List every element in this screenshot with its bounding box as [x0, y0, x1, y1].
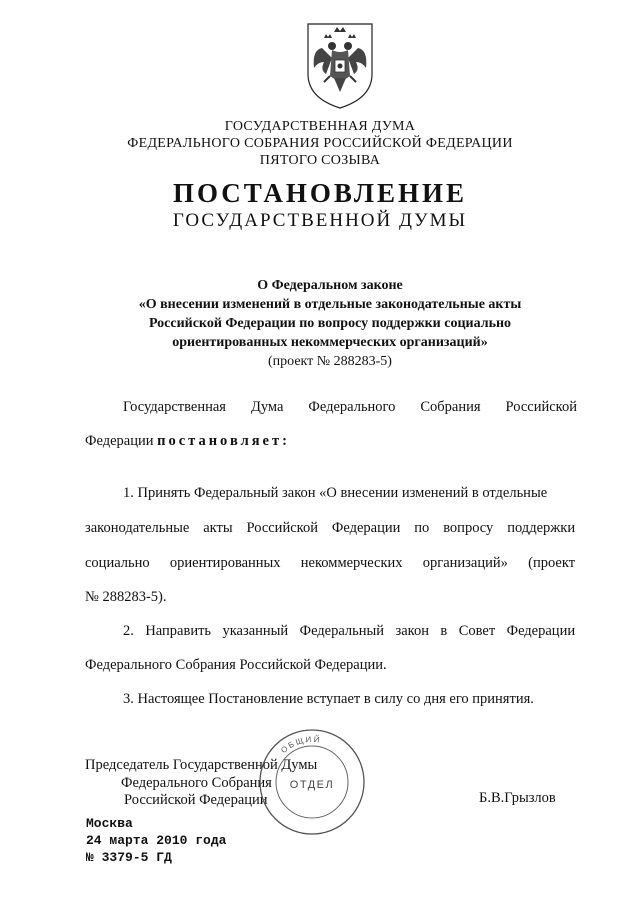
word: Дума — [250, 399, 284, 415]
word: Государственная — [123, 399, 226, 415]
item-1-line-4: № 288283-5). — [85, 589, 167, 605]
russian-coat-of-arms-icon — [300, 18, 380, 112]
word: вопросу — [443, 520, 494, 536]
word: закон — [395, 623, 429, 639]
subject-line-4: ориентированных некоммерческих организаций» — [172, 335, 488, 350]
word: в — [440, 623, 448, 639]
resolves-verb: постановляет: — [157, 433, 290, 449]
word: Федерации — [331, 520, 401, 536]
word: социально — [85, 555, 150, 571]
word: организаций» — [422, 555, 508, 571]
subject-line-3: Российской Федерации по вопросу поддержки социально — [148, 316, 512, 331]
word: Российской — [246, 520, 318, 536]
word: Российской — [505, 399, 577, 415]
header-line-3: ПЯТОГО СОЗЫВА — [259, 153, 381, 168]
document-subtitle: ГОСУДАРСТВЕННОЙ ДУМЫ — [172, 210, 468, 231]
item-2-line-1 — [123, 623, 575, 640]
preamble-line-2 — [85, 433, 290, 450]
header-line-1: ГОСУДАРСТВЕННАЯ ДУМА — [224, 119, 416, 134]
item-1-line-3 — [85, 555, 575, 572]
item-2-line-2: Федерального Собрания Российской Федерации. — [85, 657, 387, 673]
signatory-role-line-3: Российской Федерации — [124, 792, 268, 808]
issue-date: 24 марта 2010 года — [86, 833, 227, 848]
word: законодательные — [85, 520, 190, 536]
word: Федерации — [85, 433, 154, 449]
signatory-role-line-2: Федерального Собрания — [121, 775, 272, 791]
item-1-line-2 — [85, 520, 575, 537]
signatory-name: Б.В.Грызлов — [479, 790, 556, 806]
word: указанный — [222, 623, 289, 639]
word: Федеральный — [299, 623, 385, 639]
word: Федерального — [308, 399, 396, 415]
word: Собрания — [420, 399, 481, 415]
preamble-line-1 — [123, 399, 577, 416]
word: ориентированных — [169, 555, 281, 571]
word: поддержки — [507, 520, 576, 536]
stamp-ring-text: ОБЩИЙ — [279, 734, 322, 756]
word: некоммерческих — [300, 555, 403, 571]
header-line-2: ФЕДЕРАЛЬНОГО СОБРАНИЯ РОССИЙСКОЙ ФЕДЕРАЦИИ — [127, 136, 513, 151]
official-stamp-icon — [252, 722, 372, 842]
issue-city: Москва — [86, 816, 133, 831]
stamp-center-text: ОТДЕЛ — [289, 779, 335, 791]
signatory-role-line-1: Председатель Государственной Думы — [85, 757, 318, 773]
issuer-header — [0, 118, 640, 169]
document-number: № 3379-5 ГД — [86, 850, 172, 865]
word: акты — [203, 520, 233, 536]
word: по — [414, 520, 430, 536]
document-title: ПОСТАНОВЛЕНИЕ — [172, 178, 468, 208]
project-number: (проект № 288283-5) — [268, 354, 392, 369]
word: Направить — [145, 623, 212, 639]
subject-line-1: О Федеральном законе — [257, 278, 403, 293]
item-3-line-1: 3. Настоящее Постановление вступает в силу со дня его принятия. — [123, 691, 534, 707]
item-1-line-1: 1. Принять Федеральный закон «О внесении изменений в отдельные — [123, 485, 548, 501]
word: Федерации — [506, 623, 576, 639]
word: Совет — [458, 623, 496, 639]
word: (проект — [528, 555, 576, 571]
subject-block — [80, 276, 580, 371]
subject-line-2: «О внесении изменений в отдельные законодательные акты — [138, 297, 522, 312]
word: 2. — [123, 623, 134, 639]
